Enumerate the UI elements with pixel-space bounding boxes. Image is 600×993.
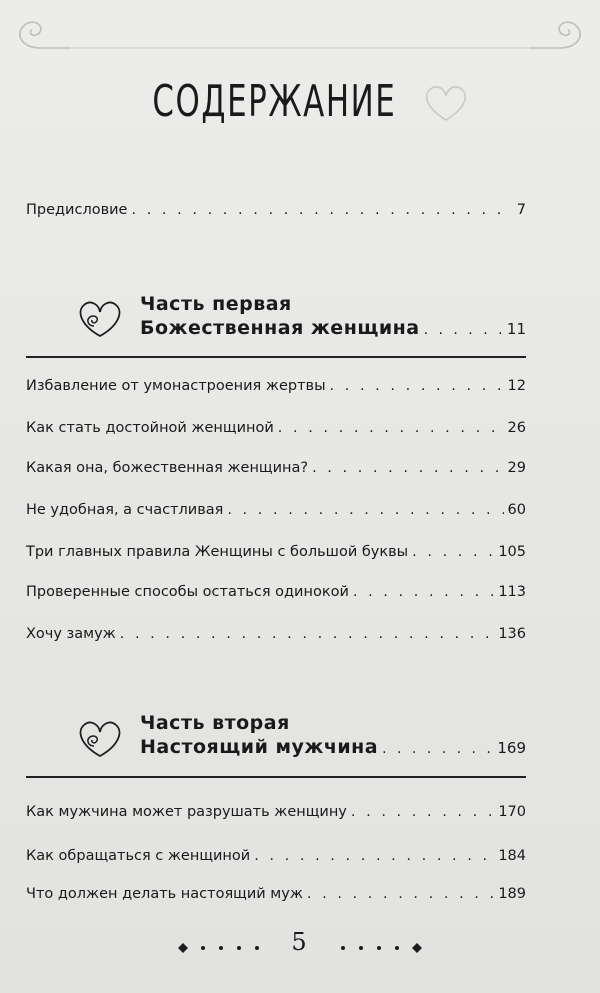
heart-swirl-icon xyxy=(74,296,124,342)
toc-entry-page: 169 xyxy=(497,739,526,757)
toc-entry-label: Избавление от умонастроения жертвы xyxy=(26,378,326,394)
toc-entry-page: 26 xyxy=(507,420,526,436)
toc-entry[interactable] xyxy=(26,544,526,560)
page-number: 5 xyxy=(291,928,307,956)
toc-entry-label: Что должен делать настоящий муж xyxy=(26,886,303,902)
toc-entry[interactable] xyxy=(26,626,526,642)
toc-entry-page: 105 xyxy=(498,544,526,560)
toc-entry[interactable] xyxy=(26,378,526,394)
toc-entry-page: 29 xyxy=(507,460,526,476)
toc-entry-page: 136 xyxy=(498,626,526,642)
toc-entry-page: 7 xyxy=(516,202,526,218)
toc-entry-label: Три главных правила Женщины с большой буквы xyxy=(26,544,409,560)
toc-entry-label: Не удобная, а счастливая xyxy=(26,502,224,518)
page-title: СОДЕРЖАНИЕ xyxy=(152,76,397,127)
toc-entry[interactable] xyxy=(26,886,526,902)
toc-entry-page: 11 xyxy=(506,320,526,338)
toc-entry-label: Как мужчина может разрушать женщину xyxy=(26,804,347,820)
part-heading: Часть вторая xyxy=(140,712,290,734)
toc-entry[interactable] xyxy=(26,848,526,864)
toc-part-1[interactable] xyxy=(140,293,526,339)
toc-entry-label: Какая она, божественная женщина? xyxy=(26,460,309,476)
toc-entry-page: 60 xyxy=(507,502,526,518)
toc-part-2[interactable] xyxy=(140,712,526,758)
corner-flourish-icon xyxy=(10,8,590,54)
toc-entry-label: Как обращаться с женщиной xyxy=(26,848,251,864)
heart-swirl-icon xyxy=(74,716,124,762)
toc-entry[interactable] xyxy=(26,502,526,518)
toc-entry[interactable] xyxy=(26,804,526,820)
toc-entry-page: 170 xyxy=(498,804,526,820)
toc-entry-label: Проверенные способы остаться одинокой xyxy=(26,584,349,600)
toc-entry-page: 184 xyxy=(498,848,526,864)
toc-entry-page: 12 xyxy=(507,378,526,394)
part-title: Божественная женщина xyxy=(140,317,420,339)
part-heading: Часть первая xyxy=(140,293,292,315)
heart-swirl-icon xyxy=(418,80,474,126)
toc-entry-preface[interactable] xyxy=(26,202,526,218)
toc-entry[interactable] xyxy=(26,460,526,476)
toc-entry-label: Хочу замуж xyxy=(26,626,116,642)
toc-entry-label: Предисловие xyxy=(26,202,128,218)
part-title: Настоящий мужчина xyxy=(140,736,379,758)
toc-entry[interactable] xyxy=(26,584,526,600)
divider xyxy=(26,776,526,778)
toc-entry-label: Как стать достойной женщиной xyxy=(26,420,274,436)
divider xyxy=(26,356,526,358)
toc-entry-page: 189 xyxy=(498,886,526,902)
toc-entry[interactable] xyxy=(26,420,526,436)
toc-entry-page: 113 xyxy=(498,584,526,600)
